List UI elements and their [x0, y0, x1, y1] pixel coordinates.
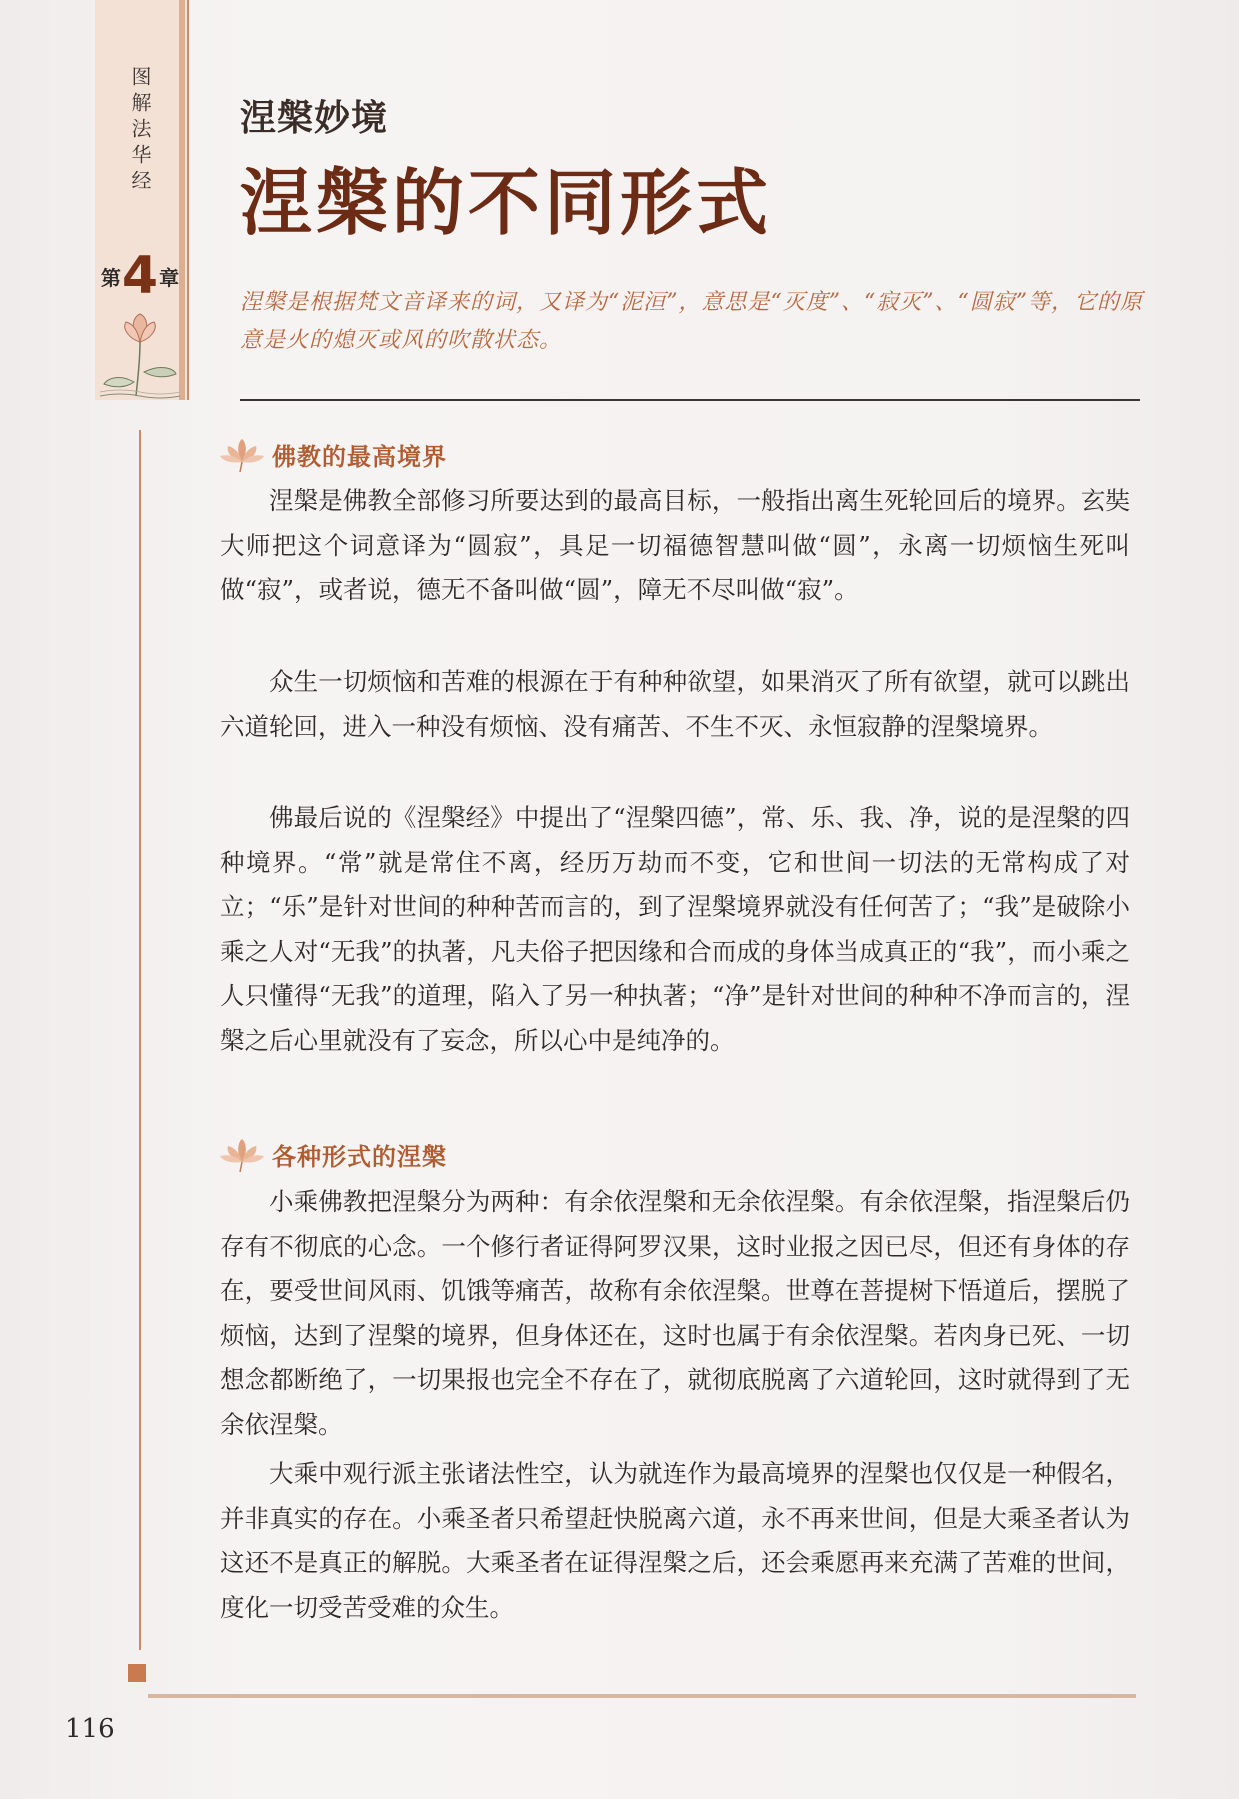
section-heading-1-text: 佛教的最高境界 [272, 443, 447, 471]
paragraph-1-3: 佛最后说的《涅槃经》中提出了“涅槃四德”，常、乐、我、净，说的是涅槃的四种境界。“常”就是常住不离，经历万劫而不变，它和世间一切法的无常构成了对立；“乐”是针对世间的种种苦而言的，到了涅槃境界就没有任何苦了；“我”是破除小乘之人对“无我”的执著，凡夫俗子把因缘和合而成的身体当成真正的“我”，而小乘之人只懂得“无我”的道理，陷入了另一种执著；“净”是针对世间的种种不净而言的，涅槃之后心里就没有了妄念，所以心中是纯净的。 [220, 803, 1130, 1055]
paragraph-2-1: 小乘佛教把涅槃分为两种：有余依涅槃和无余依涅槃。有余依涅槃，指涅槃后仍存有不彻底的心念。一个修行者证得阿罗汉果，这时业报之因已尽，但还有身体的存在，要受世间风雨、饥饿等痛苦，故称有余依涅槃。世尊在菩提树下悟道后，摆脱了烦恼，达到了涅槃的境界，但身体还在，这时也属于有余依涅槃。若肉身已死、一切想念都断绝了，一切果报也完全不存在了，就彻底脱离了六道轮回，这时就得到了无余依涅槃。 [220, 1187, 1130, 1439]
corner-square-mark [128, 1664, 146, 1682]
intro-text: 涅槃是根据梵文音译来的词，又译为“泥洹”，意思是“灭度”、“寂灭”、“圆寂”等，它的原意是火的熄灭或风的吹散状态。 [240, 290, 1143, 353]
paragraph-2-2: 大乘中观行派主张诸法性空，认为就连作为最高境界的涅槃也仅仅是一种假名，并非真实的存在。小乘圣者只希望赶快脱离六道，永不再来世间，但是大乘圣者认为这还不是真正的解脱。大乘圣者在证得涅槃之后，还会乘愿再来充满了苦难的世间，度化一切受苦受难的众生。 [220, 1459, 1130, 1622]
left-margin-rule [139, 430, 141, 1650]
paragraph-1-2: 众生一切烦恼和苦难的根源在于有种种欲望，如果消灭了所有欲望，就可以跳出六道轮回，进入一种没有烦恼、没有痛苦、不生不灭、永恒寂静的涅槃境界。 [220, 667, 1130, 741]
paragraph-1-1: 涅槃是佛教全部修习所要达到的最高目标，一般指出离生死轮回后的境界。玄奘大师把这个词意译为“圆寂”，具足一切福德智慧叫做“圆”，永离一切烦恼生死叫做“寂”，或者说，德无不备叫做“圆”，障无不尽叫做“寂”。 [220, 486, 1130, 604]
chapter-marker [98, 246, 182, 306]
chapter-number: 4 [121, 246, 159, 306]
lotus-icon [220, 1138, 264, 1172]
lotus-icon [220, 438, 264, 472]
footer-rule [148, 1694, 1136, 1698]
section-heading-1 [220, 437, 447, 472]
chapter-prefix: 第 [100, 265, 121, 290]
header-divider [240, 399, 1140, 401]
section-label: 涅槃妙境 [240, 97, 389, 139]
section-heading-2-text: 各种形式的涅槃 [272, 1143, 447, 1171]
section-heading-2 [220, 1137, 447, 1172]
book-title: 图解法华经 [128, 66, 152, 196]
page-title: 涅槃的不同形式 [240, 160, 773, 245]
lotus-plant-illustration [100, 312, 180, 400]
page-number: 116 [65, 1714, 115, 1744]
chapter-suffix: 章 [159, 265, 180, 290]
